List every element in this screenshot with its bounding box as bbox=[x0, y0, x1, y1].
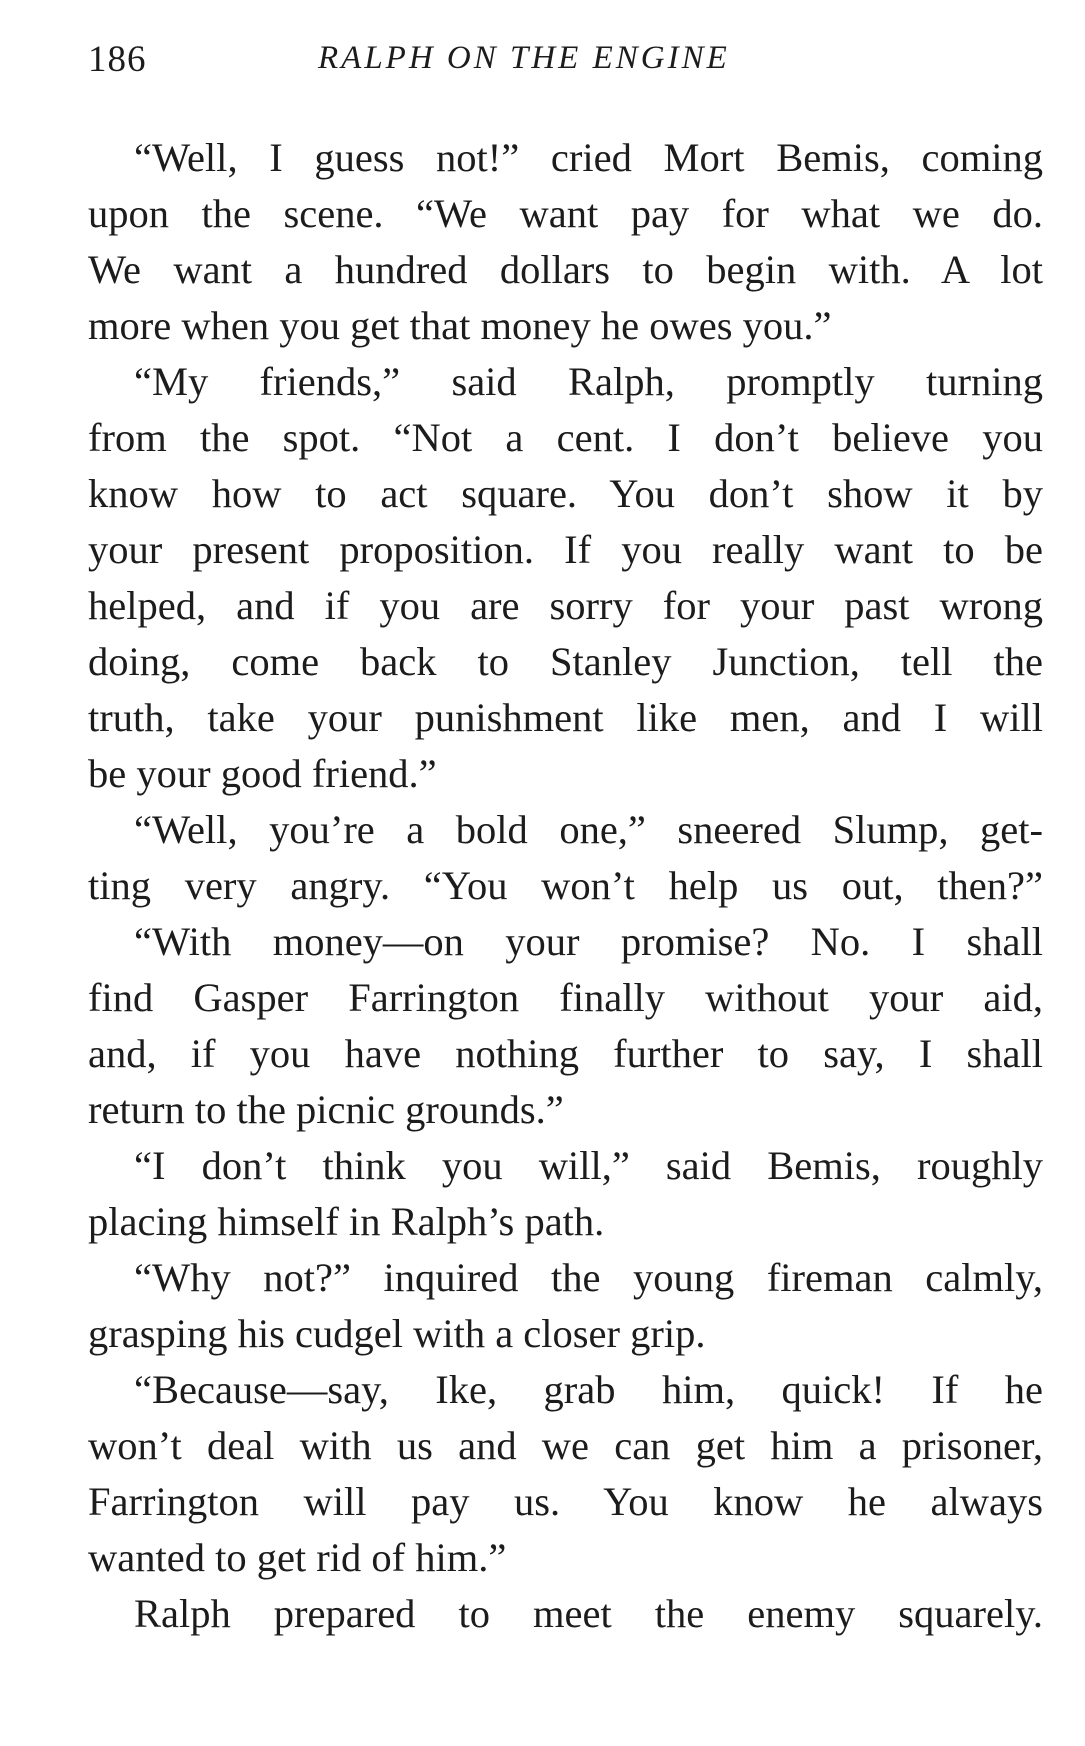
text-line: ting very angry. “You won’t help us out, then?” bbox=[88, 863, 1043, 908]
text-line: helped, and if you are sorry for your past wrong bbox=[88, 583, 1043, 628]
text-line: grasping his cudgel with a closer grip. bbox=[88, 1311, 706, 1356]
body-text bbox=[88, 130, 1043, 1642]
text-line: Farrington will pay us. You know he always bbox=[88, 1479, 1043, 1524]
text-line: “My friends,” said Ralph, promptly turning bbox=[134, 359, 1043, 404]
text-line: “Why not?” inquired the young fireman calmly, bbox=[134, 1255, 1043, 1300]
text-line: “Because—say, Ike, grab him, quick! If he bbox=[134, 1367, 1043, 1412]
text-line: truth, take your punishment like men, and I will bbox=[88, 695, 1043, 740]
text-line: be your good friend.” bbox=[88, 751, 437, 796]
text-line: and, if you have nothing further to say, I shall bbox=[88, 1031, 1043, 1076]
text-line: more when you get that money he owes you.” bbox=[88, 303, 832, 348]
text-line: your present proposition. If you really want to be bbox=[88, 527, 1043, 572]
text-line: “Well, you’re a bold one,” sneered Slump, get- bbox=[134, 807, 1043, 852]
text-line: “With money—on your promise? No. I shall bbox=[134, 919, 1043, 964]
text-line: upon the scene. “We want pay for what we do. bbox=[88, 191, 1043, 236]
text-line: find Gasper Farrington finally without your aid, bbox=[88, 975, 1043, 1020]
running-head: RALPH ON THE ENGINE bbox=[318, 40, 730, 76]
page-number: 186 bbox=[88, 39, 147, 80]
text-line: wanted to get rid of him.” bbox=[88, 1535, 507, 1580]
text-line: won’t deal with us and we can get him a prisoner, bbox=[88, 1423, 1043, 1468]
text-line: Ralph prepared to meet the enemy squarely. bbox=[134, 1591, 1043, 1636]
text-line: placing himself in Ralph’s path. bbox=[88, 1199, 605, 1244]
text-line: “I don’t think you will,” said Bemis, roughly bbox=[134, 1143, 1043, 1188]
text-line: know how to act square. You don’t show it by bbox=[88, 471, 1043, 516]
text-line: return to the picnic grounds.” bbox=[88, 1087, 564, 1132]
page-header bbox=[88, 38, 1043, 88]
text-line: from the spot. “Not a cent. I don’t believe you bbox=[88, 415, 1043, 460]
text-line: We want a hundred dollars to begin with. A lot bbox=[88, 247, 1043, 292]
text-line: doing, come back to Stanley Junction, tell the bbox=[88, 639, 1043, 684]
text-line: “Well, I guess not!” cried Mort Bemis, coming bbox=[134, 135, 1043, 180]
